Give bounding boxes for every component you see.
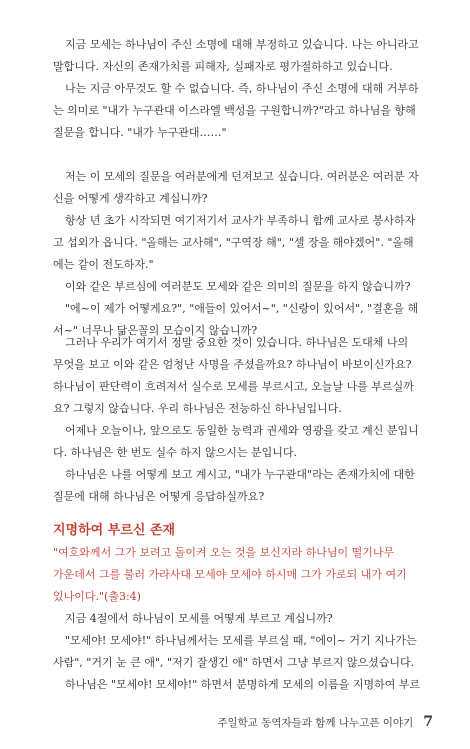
paragraph-line: 지금 모세는 하나님이 주신 소명에 대해 부정하고 있습니다. 나는 아니라고	[65, 38, 419, 51]
section-heading: 지명하여 부르신 존재	[53, 523, 176, 538]
paragraph-line: 질문에 대해 하나님은 어떻게 응답하실까요?	[53, 490, 265, 503]
section-2	[53, 166, 433, 342]
paragraph-line: 어제나 오늘이나, 앞으로도 동일한 능력과 권세와 영광을 갖고 계신 분입니	[65, 424, 419, 437]
section-1	[53, 34, 433, 144]
paragraph-line: "모세야! 모세야!" 하나님께서는 모세를 부르실 때, "에이~ 거기 지나가는	[65, 634, 417, 647]
paragraph-line: 요? 그렇지 않습니다. 우리 하나님은 전능하신 하나님입니다.	[53, 402, 342, 415]
paragraph-line: 말합니다. 자신의 존재가치를 피해자, 실패자로 평가절하하고 있습니다.	[53, 60, 393, 73]
paragraph-line: 다. 하나님은 한 번도 실수 하지 않으시는 분입니다.	[53, 446, 297, 459]
quote-line: 있나이다."(출3:4)	[53, 590, 141, 603]
paragraph-line: 이와 같은 부르심에 여러분도 모세와 같은 의미의 질문을 하지 않습니까?	[65, 280, 411, 293]
footer-title: 주일학교 동역자들과 함께 나누고픈 이야기	[217, 717, 414, 729]
quote-line: "여호와께서 그가 보려고 돌이켜 오는 것을 보신지라 하나님이 떨기나무	[53, 546, 395, 559]
paragraph-line: 사람", "거기 눈 큰 애", "저기 잘생긴 애" 하면서 그냥 부르지 않으셨습니다.	[53, 656, 415, 669]
paragraph-line: 서~" 너무나 닮은꼴의 모습이지 않습니까?	[53, 324, 258, 337]
paragraph-line: 고 섭외가 옵니다. "올해는 교사해", "구역장 해", "셀 장을 해야겠어". "올해	[53, 236, 414, 249]
paragraph-line: 는 의미로 "내가 누구관대 이스라엘 백성을 구원합니까?"라고 하나님을 향해	[53, 104, 416, 117]
paragraph-line: 지금 4절에서 하나님이 모세를 어떻게 부르고 계십니까?	[65, 612, 333, 625]
section-4	[53, 608, 433, 696]
page-number: 7	[423, 714, 433, 730]
paragraph-line: 하나님이 판단력이 흐려져서 실수로 모세를 부르시고, 오늘날 나를 부르실까	[53, 380, 414, 393]
quote-line: 가운데서 그를 불러 가라사대 모세야 모세야 하시매 그가 가로되 내가 여기	[53, 568, 407, 581]
section-3	[53, 332, 433, 508]
paragraph-line: 신을 어떻게 생각하고 계십니까?	[53, 192, 208, 205]
paragraph-line: 무엇을 보고 이와 같은 엄청난 사명을 주셨을까요? 하나님이 바보이신가요?	[53, 358, 412, 371]
paragraph-line: "에~이 제가 어떻게요?", "애들이 있어서~", "신랑이 있어서", "결혼을 해	[65, 302, 419, 315]
paragraph-line: 그러나 우리가 여기서 정말 중요한 것이 있습니다. 하나님은 도대체 나의	[65, 336, 409, 349]
paragraph-line: 나는 지금 아무것도 할 수 없습니다. 즉, 하나님이 주신 소명에 대해 거부하	[65, 82, 419, 95]
scripture-quote	[53, 542, 433, 608]
section-heading-block	[53, 520, 433, 542]
paragraph-line: 하나님은 "모세야! 모세야!" 하면서 분명하게 모세의 이름을 지명하여 부르	[65, 678, 421, 691]
paragraph-line: 에는 같이 전도하자."	[53, 258, 154, 271]
paragraph-line: 질문을 합니다. "내가 누구관대……"	[53, 126, 227, 139]
page-footer	[0, 714, 433, 730]
paragraph-line: 하나님은 나를 어떻게 보고 계시고, "내가 누구관대"라는 존재가치에 대한	[65, 468, 415, 481]
paragraph-line: 저는 이 모세의 질문을 여러분에게 던져보고 싶습니다. 여러분은 여러분 자	[65, 170, 419, 183]
paragraph-line: 항상 년 초가 시작되면 여기저기서 교사가 부족하니 함께 교사로 봉사하자	[65, 214, 416, 227]
